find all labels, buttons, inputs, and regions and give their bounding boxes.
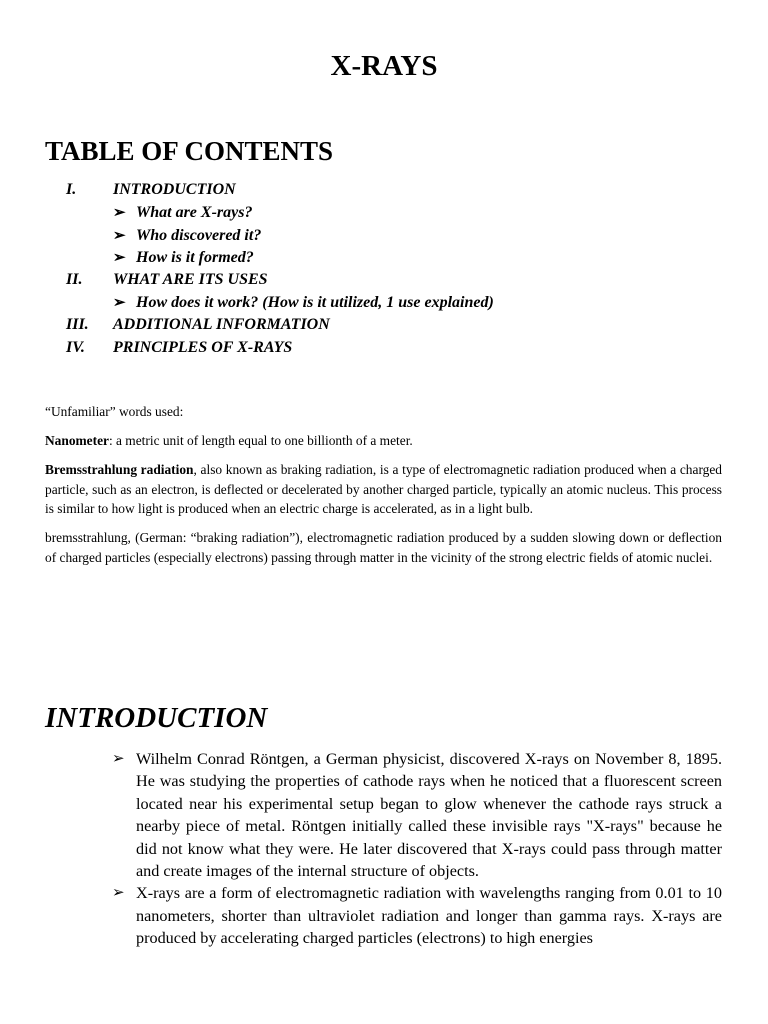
list-item [112, 882, 722, 949]
list-item [112, 748, 722, 882]
toc-label: PRINCIPLES OF X-RAYS [113, 339, 293, 356]
toc-number: II. [66, 271, 83, 288]
glossary-term: Bremsstrahlung radiation [45, 462, 194, 477]
toc-label: How does it work? (How is it utilized, 1 use explained) [136, 294, 494, 311]
arrow-bullet-icon: ➢ [112, 751, 125, 767]
toc-number: I. [66, 181, 77, 198]
toc-label: INTRODUCTION [113, 181, 236, 198]
glossary-entry-bremsstrahlung [45, 460, 722, 519]
glossary-entry-nanometer [45, 431, 722, 451]
glossary-section [45, 402, 722, 577]
glossary-definition: , also known as braking radiation, is a type of electromagnetic radiation produced when a charged particle, such as an electron, is deflected or decelerated by another charged particle, typically an atomic nucleus. This process is similar to how light is produced when an electric charge is accelerated, as in a light bulb. [45, 462, 723, 516]
bullet-text: X-rays are a form of electromagnetic radiation with wavelengths ranging from 0.01 to 10 nanometers, shorter than ultraviolet radiation and longer than gamma rays. X-rays are produced by accelerating charged particles (electrons) to high energies [136, 884, 722, 948]
glossary-definition: : a metric unit of length equal to one billionth of a meter. [108, 433, 413, 448]
glossary-entry-bremsstrahlung-alt: bremsstrahlung, (German: “braking radiation”), electromagnetic radiation produced by a sudden slowing down or deflection of charged particles (especially electrons) passing through matter in the vicinity of the strong electric fields of atomic nuclei. [45, 530, 722, 565]
section-heading-introduction: INTRODUCTION [45, 702, 268, 734]
toc-number: III. [66, 316, 89, 333]
toc-label: How is it formed? [136, 249, 254, 266]
page-title: X-RAYS [330, 50, 438, 82]
bullet-text: Wilhelm Conrad Röntgen, a German physicist, discovered X-rays on November 8, 1895. He was studying the properties of cathode rays when he noticed that a fluorescent screen located near his experimental setup began to glow whenever the cathode rays struck a nearby piece of metal. Röntgen initially called these invisible rays "X-rays" because he did not know what they were. He later discovered that X-rays could pass through matter and create images of the internal structure of objects. [136, 750, 722, 881]
toc-number: IV. [66, 339, 85, 356]
arrow-bullet-icon: ➢ [112, 885, 125, 902]
arrow-bullet-icon: ➢ [113, 205, 126, 221]
toc-label: ADDITIONAL INFORMATION [113, 316, 330, 333]
arrow-bullet-icon: ➢ [113, 228, 126, 244]
arrow-bullet-icon: ➢ [113, 250, 126, 266]
glossary-intro: “Unfamiliar” words used: [45, 404, 184, 419]
toc-label: Who discovered it? [136, 227, 262, 244]
arrow-bullet-icon: ➢ [113, 295, 126, 311]
introduction-bullet-list [112, 748, 722, 950]
toc-label: WHAT ARE ITS USES [113, 271, 268, 288]
toc-label: What are X-rays? [136, 204, 253, 221]
toc-heading: TABLE OF CONTENTS [45, 136, 334, 166]
glossary-term: Nanometer [45, 433, 109, 448]
